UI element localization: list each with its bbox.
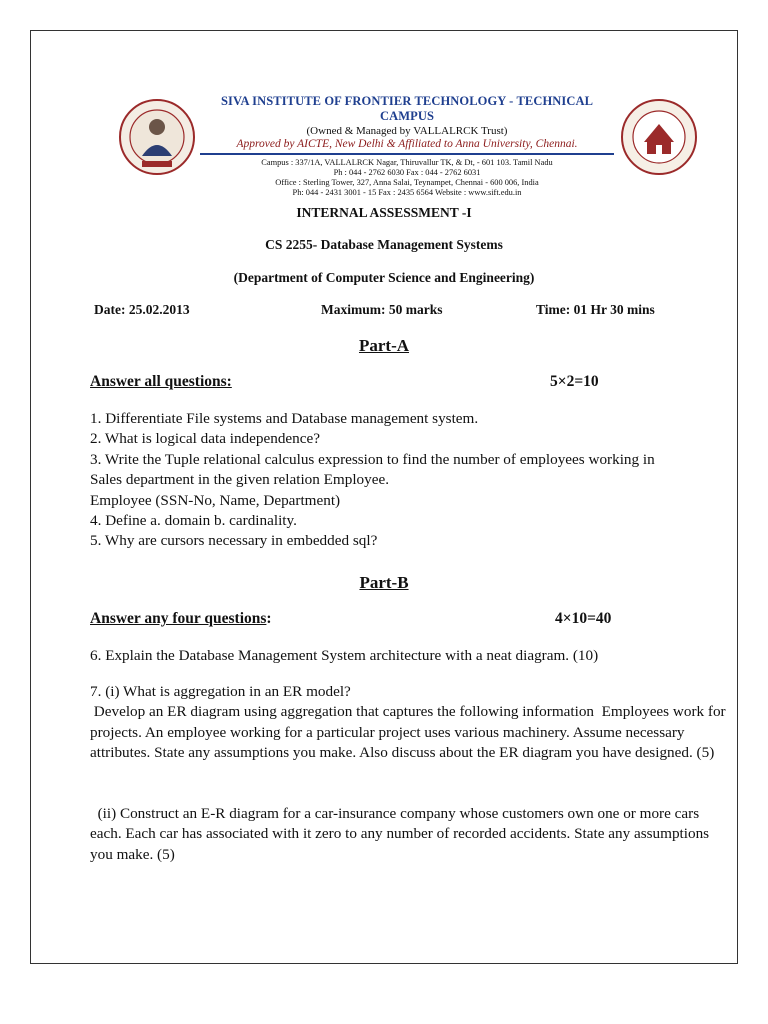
campus-phone: Ph : 044 - 2762 6030 Fax : 044 - 2762 6031 [333,168,481,177]
question-3: 3. Write the Tuple relational calculus expression to find the number of employees working in Sales department in the given relation Employee. [90,450,655,489]
part-b-marks: 4×10=40 [555,610,612,627]
part-a-marks: 5×2=10 [550,373,599,390]
part-a-question-list [90,409,730,552]
institute-seal-logo [118,98,196,176]
department-line: (Department of Computer Science and Engineering) [233,270,535,285]
approval-line: Approved by AICTE, New Delhi & Affiliated to Anna University, Chennai. [236,138,578,150]
owned-by-line: (Owned & Managed by VALLALRCK Trust) [306,125,508,137]
letterhead [118,92,698,197]
part-b-instruction [90,610,272,628]
part-b-instruction-text: Answer any four questions [90,610,267,627]
question-7-i [90,682,730,764]
question-3-relation: Employee (SSN-No, Name, Department) [90,491,341,509]
campus-address: Campus : 337/1A, VALLALRCK Nagar, Thiruvallur TK, & Dt, - 601 103. Tamil Nadu [261,158,553,167]
institute-name: SIVA INSTITUTE OF FRONTIER TECHNOLOGY - TECHNICAL CAMPUS [220,94,594,123]
question-4: 4. Define a. domain b. cardinality. [90,512,297,530]
part-a-heading: Part-A [358,336,410,355]
exam-date: Date: 25.02.2013 [94,302,190,317]
question-7-i-heading: 7. (i) What is aggregation in an ER model? [90,683,351,700]
question-6: 6. Explain the Database Management System architecture with a neat diagram. (10) [90,647,599,664]
exam-duration: Time: 01 Hr 30 mins [536,302,655,317]
question-7-i-body: Develop an ER diagram using aggregation that captures the following information Employees work for projects. An employee working for a particular project uses various machinery. Assume necessary attributes. State any assumptions you make. Also discuss about the ER diagram you have designed. (5) [90,703,730,762]
letterhead-divider [200,153,614,155]
course-title: CS 2255- Database Management Systems [265,237,503,252]
question-2: 2. What is logical data independence? [90,430,320,448]
office-contact: Ph: 044 - 2431 3001 - 15 Fax : 2435 6564 Website : www.sift.edu.in [292,188,522,197]
part-b-heading: Part-B [359,573,409,592]
exam-title: INTERNAL ASSESSMENT -I [296,205,472,220]
emblem-seal-logo [620,98,698,176]
question-7-ii: (ii) Construct an E-R diagram for a car-insurance company whose customers own one or more cars each. Each car has associated with it zero to any number of recorded accidents. State any assumptions you make. (5) [90,805,713,863]
question-5: 5. Why are cursors necessary in embedded sql? [90,532,378,550]
question-1: 1. Differentiate File systems and Database management system. [90,410,479,427]
part-b-instruction-colon: : [266,610,272,627]
maximum-marks: Maximum: 50 marks [321,302,443,317]
office-address: Office : Sterling Tower, 327, Anna Salai, Teynampet, Chennai - 600 006, India [275,178,539,187]
part-a-instruction: Answer all questions: [90,373,232,390]
